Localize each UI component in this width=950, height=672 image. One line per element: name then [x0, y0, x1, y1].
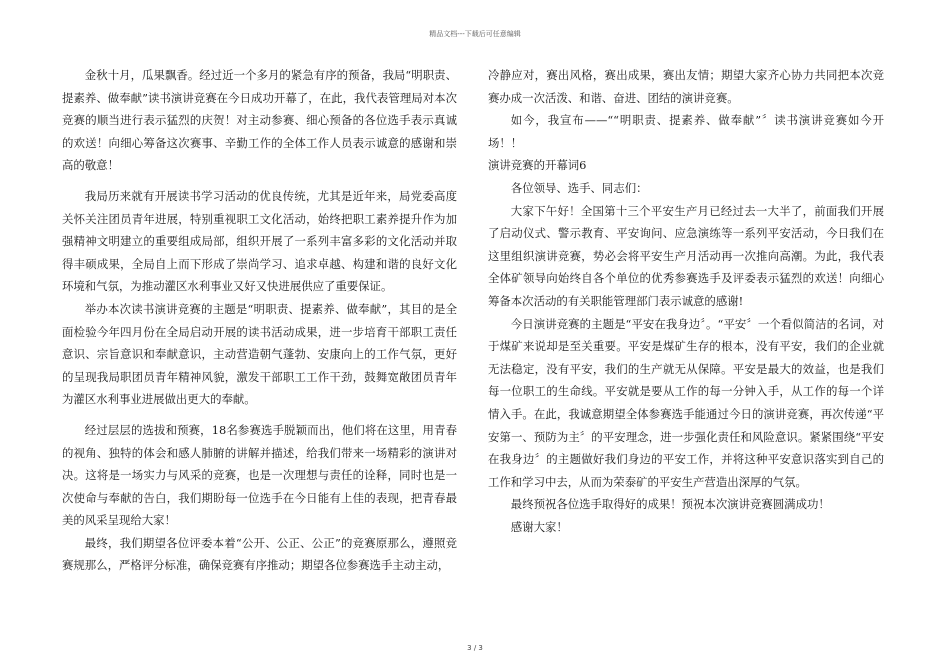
paragraph: 感谢大家！	[510, 519, 568, 534]
paragraph: 大家下午好！全国第十三个平安生产月已经过去一大半了，前面我们开展了启动仪式、警示教育、平安询问、应急演练等一系列平安活动，今日我们在这里组织演讲竞赛，势必会将平安生产月活动再一次推向高潮。为此，我代表全体矿领导向始终自各个单位的优秀参赛选手及评委表示猛烈的欢送！向细心筹备本次活动的有关职能管理部门表示诚意的感谢!	[488, 203, 884, 308]
paragraph: 今日演讲竞赛的主题是“平安在我身边〞。“平安〞一个看似简洁的名词，对于煤矿来说却是至关重要。平安是煤矿生存的根本，没有平安，我们的企业就无法稳定，没有平安，我们的生产就无从保障。平安是最大的效益，也是我们每一位职工的生命线。平安就是要从工作的每一分钟入手，从工作的每一个详情入手。在此，我诚意期望全体参赛选手能通过今日的演讲竞赛，再次传递“平安第一、预防为主〞的平安理念，进一步强化责任和风险意识。紧紧围绕“平安在我身边〞的主题做好我们身边的平安工作，并将这种平安意识落实到自己的工作和学习中去，从而为荣泰矿的平安生产营造出深厚的气氛。	[488, 316, 884, 489]
paragraph: 经过层层的选拔和预赛，18名参赛选手脱颖而出，他们将在这里，用青春的视角、独特的体会和感人肺腑的讲解并描述，给我们带来一场精彩的演讲对决。这将是一场实力与风采的竞赛，也是一次理想与责任的诠释，同时也是一次使命与奉献的告白，我们期盼每一位选手在今日能有上佳的表现，把青春最美的风采呈现给大家！	[62, 422, 457, 528]
paragraph: 最终，我们期望各位评委本着“公开、公正、公正”的竞赛原那么，遵照竞赛规那么，严格评分标准，确保竞赛有序推动；期望各位参赛选手主动主动，	[62, 535, 457, 573]
page-header: 精品文档---下载后可任意编辑	[429, 30, 521, 38]
paragraph: 最终预祝各位选手取得好的成果！预祝本次演讲竞赛圆满成功！	[510, 497, 830, 512]
right-column	[488, 64, 884, 538]
left-column	[62, 64, 457, 577]
section-title: 演讲竞赛的开幕词6	[488, 158, 587, 173]
closing-declaration: 如今，我宣布——““明职责、提素养、做奉献”〞读书演讲竞赛如今开场！！	[488, 113, 884, 150]
paragraph: 举办本次读书演讲竞赛的主题是“明职责、提素养、做奉献”，其目的是全面检验今年四月份在全局启动开展的读书活动成果，进一步培育干部职工责任意识、宗旨意识和奉献意识，主动营造朝气蓬勃、安康向上的工作气氛，更好的呈现我局职团员青年精神风貌，激发干部职工工作干劲，鼓舞宽敞团员青年为灌区水利事业进展做出更大的奉献。	[62, 301, 457, 407]
paragraph-continuation: 冷静应对，赛出风格，赛出成果，赛出友情；期望大家齐心协力共同把本次竞赛办成一次活泼、和谐、奋进、团结的演讲竞赛。	[488, 68, 884, 105]
paragraph: 我局历来就有开展读书学习活动的优良传统，尤其是近年来，局党委高度关怀关注团员青年进展，特别重视职工文化活动，始终把职工素养提升作为加强精神文明建立的重要组成局部，组织开展了一系列丰富多彩的文化活动并取得丰硕成果，全局自上而下形成了崇尚学习、追求卓越、构建和谐的良好文化环境和气氛，为推动灌区水利事业又好又快进展供应了重要保证。	[62, 188, 457, 294]
paragraph: 金秋十月，瓜果飘香。经过近一个多月的紧急有序的预备，我局“明职责、提素养、做奉献”读书演讲竞赛在今日成功开幕了，在此，我代表管理局对本次竞赛的顺当进行表示猛烈的庆贺！对主动参赛、细心预备的各位选手表示真诚的欢送！向细心筹备这次赛事、辛勤工作的全体工作人员表示诚意的感谢和崇高的敬意！	[62, 68, 457, 173]
salutation: 各位领导、选手、同志们：	[510, 180, 648, 195]
page-number: 3 / 3	[467, 644, 483, 652]
